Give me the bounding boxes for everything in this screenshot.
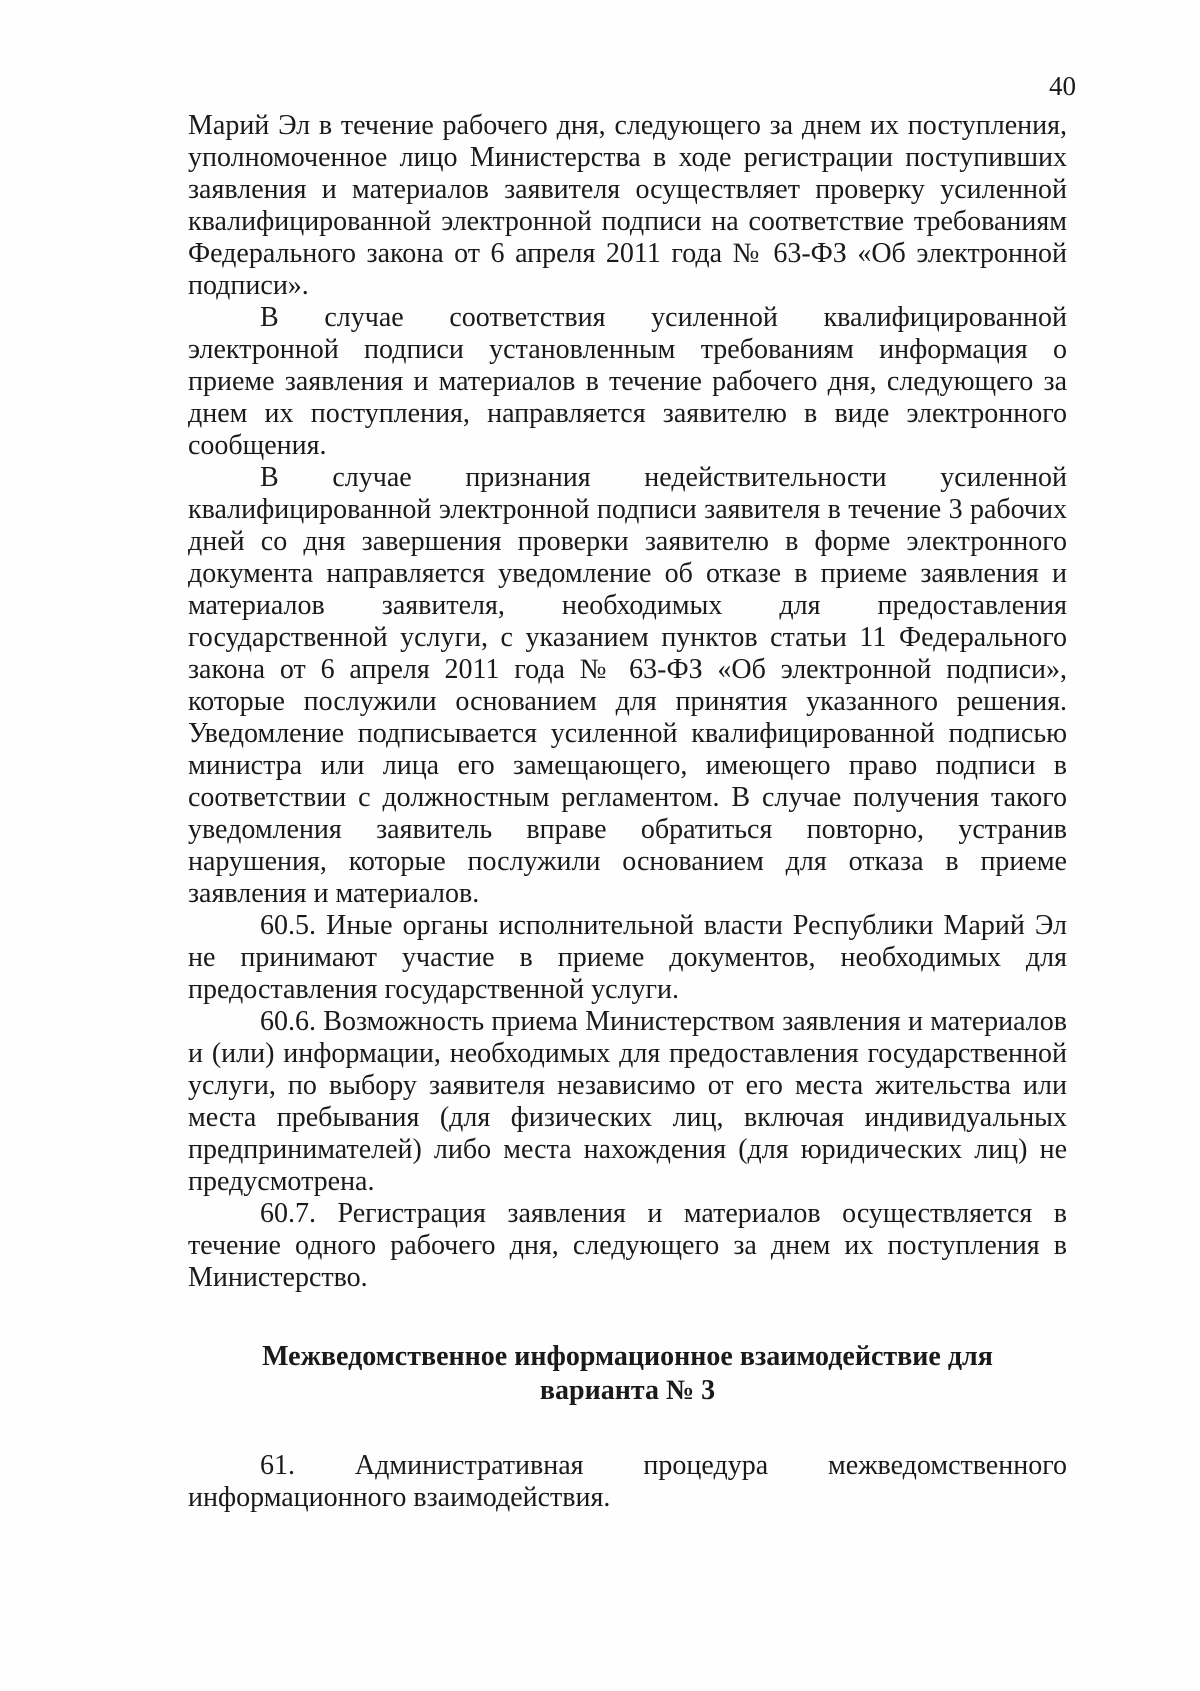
page-number: 40 (1049, 71, 1076, 101)
paragraph-signature-invalid: В случае признания недействительности усиленной квалифицированной электронной подписи заявителя в течение 3 рабочих дней со дня завершения проверки заявителю в форме электронного документа направляется уведомление об отказе в приеме заявления и материалов заявителя, необходимых для предоставления государственной услуги, с указанием пунктов статьи 11 Федерального закона от 6 апреля 2011 года № 63-ФЗ «Об электронной подписи», которые послужили основанием для принятия указанного решения. Уведомление подписывается усиленной квалифицированной подписью министра или лица его замещающего, имеющего право подписи в соответствии с должностным регламентом. В случае получения такого уведомления заявитель вправе обратиться повторно, устранив нарушения, которые послужили основанием для отказа в приеме заявления и материалов. (188, 462, 1067, 909)
paragraph-continuation: Марий Эл в течение рабочего дня, следующего за днем их поступления, уполномоченное лицо Министерства в ходе регистрации поступивших заявления и материалов заявителя осуществляет проверку усиленной квалифицированной электронной подписи на соответствие требованиям Федерального закона от 6 апреля 2011 года № 63-ФЗ «Об электронной подписи». (188, 110, 1067, 301)
paragraph-61: 61. Административная процедура межведомственного информационного взаимодействия. (188, 1450, 1067, 1513)
document-body (188, 110, 1067, 1514)
paragraph-60-7: 60.7. Регистрация заявления и материалов осуществляется в течение одного рабочего дня, следующего за днем их поступления в Министерство. (188, 1198, 1067, 1293)
paragraph-60-6: 60.6. Возможность приема Министерством заявления и материалов и (или) информации, необходимых для предоставления государственной услуги, по выбору заявителя независимо от его места жительства или места пребывания (для физических лиц, включая индивидуальных предпринимателей) либо места нахождения (для юридических лиц) не предусмотрена. (188, 1006, 1067, 1197)
paragraph-60-5: 60.5. Иные органы исполнительной власти Республики Марий Эл не принимают участие в приеме документов, необходимых для предоставления государственной услуги. (188, 910, 1067, 1005)
section-heading: Межведомственное информационное взаимодействие для варианта № 3 (262, 1341, 993, 1406)
paragraph-signature-valid: В случае соответствия усиленной квалифицированной электронной подписи установленным требованиям информация о приеме заявления и материалов в течение рабочего дня, следующего за днем их поступления, направляется заявителю в виде электронного сообщения. (188, 302, 1067, 461)
